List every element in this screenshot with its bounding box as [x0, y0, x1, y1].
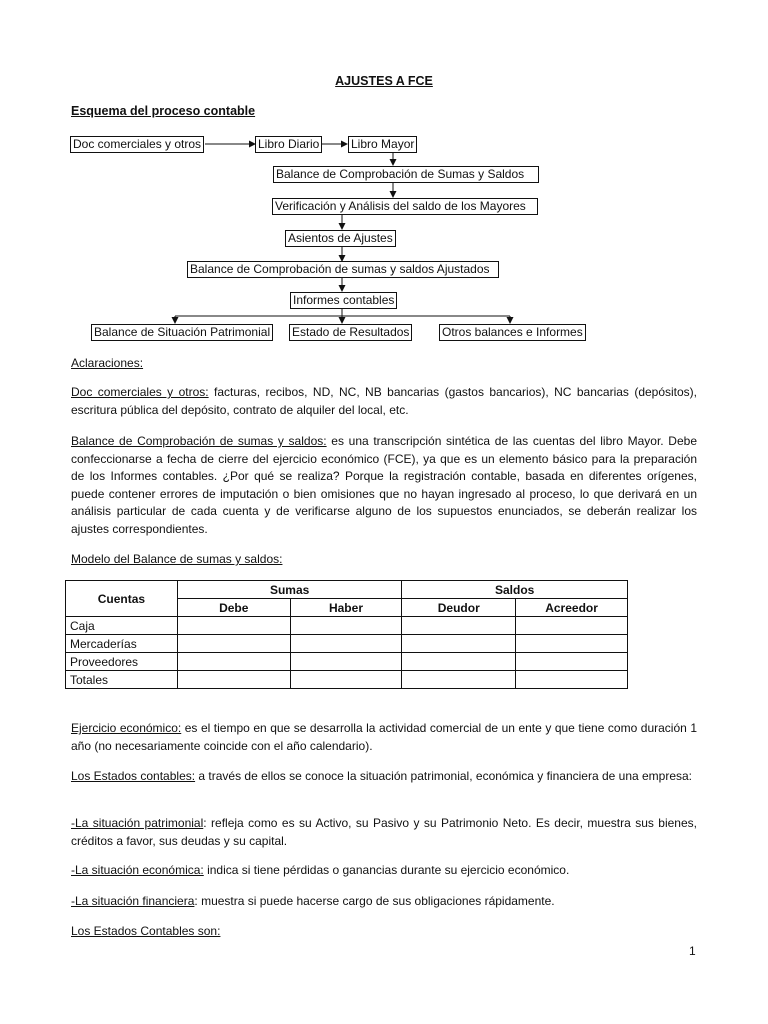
- patrimonial-paragraph: [71, 815, 697, 850]
- flow-box-libro-mayor: Libro Mayor: [348, 136, 417, 153]
- patrimonial-term: -La situación patrimonial: [71, 816, 204, 830]
- table-row: [66, 617, 628, 635]
- flow-box-situacion-patrimonial: Balance de Situación Patrimonial: [91, 324, 273, 341]
- balance-text: es una transcripción sintética de las cuentas del libro Mayor. Debe confeccionarse a fecha de cierre del ejercicio económico (FCE), ya que es un elemento básico para la preparación de los Informes contables. ¿Por qué se realiza? Porque la registración contable, basada en diferentes orígenes, puede contener errores de imputación o bien omisiones que no hayan ingresado al proceso, lo que derivará en un análisis particular de cada cuenta y de verificarse alguno de los supuestos enunciados, se deberán realizar los ajustes correspondientes.: [71, 434, 697, 536]
- estados-paragraph: [71, 768, 697, 786]
- financiera-text: : muestra si puede hacerse cargo de sus obligaciones rápidamente.: [194, 894, 555, 908]
- estados-text: a través de ellos se conoce la situación patrimonial, económica y financiera de una empresa:: [195, 769, 693, 783]
- estados-term: Los Estados contables:: [71, 769, 196, 783]
- row-label: Caja: [66, 617, 178, 635]
- header-acreedor: Acreedor: [516, 599, 628, 617]
- economica-paragraph: [71, 862, 697, 880]
- balance-term: Balance de Comprobación de sumas y saldos:: [71, 434, 327, 448]
- flow-box-estado-resultados: Estado de Resultados: [289, 324, 412, 341]
- row-label: Totales: [66, 671, 178, 689]
- header-saldos: Saldos: [402, 581, 628, 599]
- table-row: [66, 653, 628, 671]
- balance-table: [65, 580, 628, 689]
- aclaraciones-heading: Aclaraciones:: [71, 356, 144, 370]
- modelo-heading: Modelo del Balance de sumas y saldos:: [71, 552, 283, 566]
- ejercicio-text: es el tiempo en que se desarrolla la actividad comercial de un ente y que tiene como duración 1 año (no necesariamente coincide con el año calendario).: [71, 721, 697, 753]
- ejercicio-paragraph: [71, 720, 697, 755]
- flow-box-verificacion: Verificación y Análisis del saldo de los Mayores: [272, 198, 538, 215]
- flow-box-otros-balances: Otros balances e Informes: [439, 324, 586, 341]
- flow-box-libro-diario: Libro Diario: [255, 136, 322, 153]
- header-cuentas: Cuentas: [66, 581, 178, 617]
- doc-comerciales-text: facturas, recibos, ND, NC, NB bancarias (gastos bancarios), NC bancarias (depósitos), escritura pública del depósito, contrato de alquiler del local, etc.: [71, 385, 698, 417]
- header-haber: Haber: [290, 599, 402, 617]
- doc-comerciales-term: Doc comerciales y otros:: [71, 385, 209, 399]
- ejercicio-term: Ejercicio económico:: [71, 721, 182, 735]
- patrimonial-text: : refleja como es su Activo, su Pasivo y su Patrimonio Neto. Es decir, muestra sus bienes, créditos a favor, sus deudas y su capital.: [71, 816, 697, 848]
- table-header-row: [66, 581, 628, 599]
- row-label: Mercaderías: [66, 635, 178, 653]
- flow-box-informes-contables: Informes contables: [290, 292, 397, 309]
- header-debe: Debe: [177, 599, 290, 617]
- table-row: [66, 671, 628, 689]
- flow-box-doc-comerciales: Doc comerciales y otros: [70, 136, 204, 153]
- section-subtitle: Esquema del proceso contable: [71, 104, 256, 118]
- estados-son-heading: Los Estados Contables son:: [71, 924, 221, 938]
- balance-paragraph: [71, 433, 697, 539]
- flow-box-balance-ajustados: Balance de Comprobación de sumas y saldos Ajustados: [187, 261, 499, 278]
- economica-text: indica si tiene pérdidas o ganancias durante su ejercicio económico.: [203, 863, 570, 877]
- flow-box-asientos-ajustes: Asientos de Ajustes: [285, 230, 396, 247]
- table-row: [66, 635, 628, 653]
- flow-box-balance-comprobacion: Balance de Comprobación de Sumas y Saldos: [273, 166, 539, 183]
- financiera-paragraph: [71, 893, 697, 911]
- doc-comerciales-paragraph: [71, 384, 697, 419]
- page-number: 1: [689, 944, 696, 958]
- economica-term: -La situación económica:: [71, 863, 204, 877]
- financiera-term: -La situación financiera: [71, 894, 195, 908]
- document-title: AJUSTES A FCE: [335, 74, 433, 88]
- row-label: Proveedores: [66, 653, 178, 671]
- header-deudor: Deudor: [402, 599, 516, 617]
- header-sumas: Sumas: [177, 581, 401, 599]
